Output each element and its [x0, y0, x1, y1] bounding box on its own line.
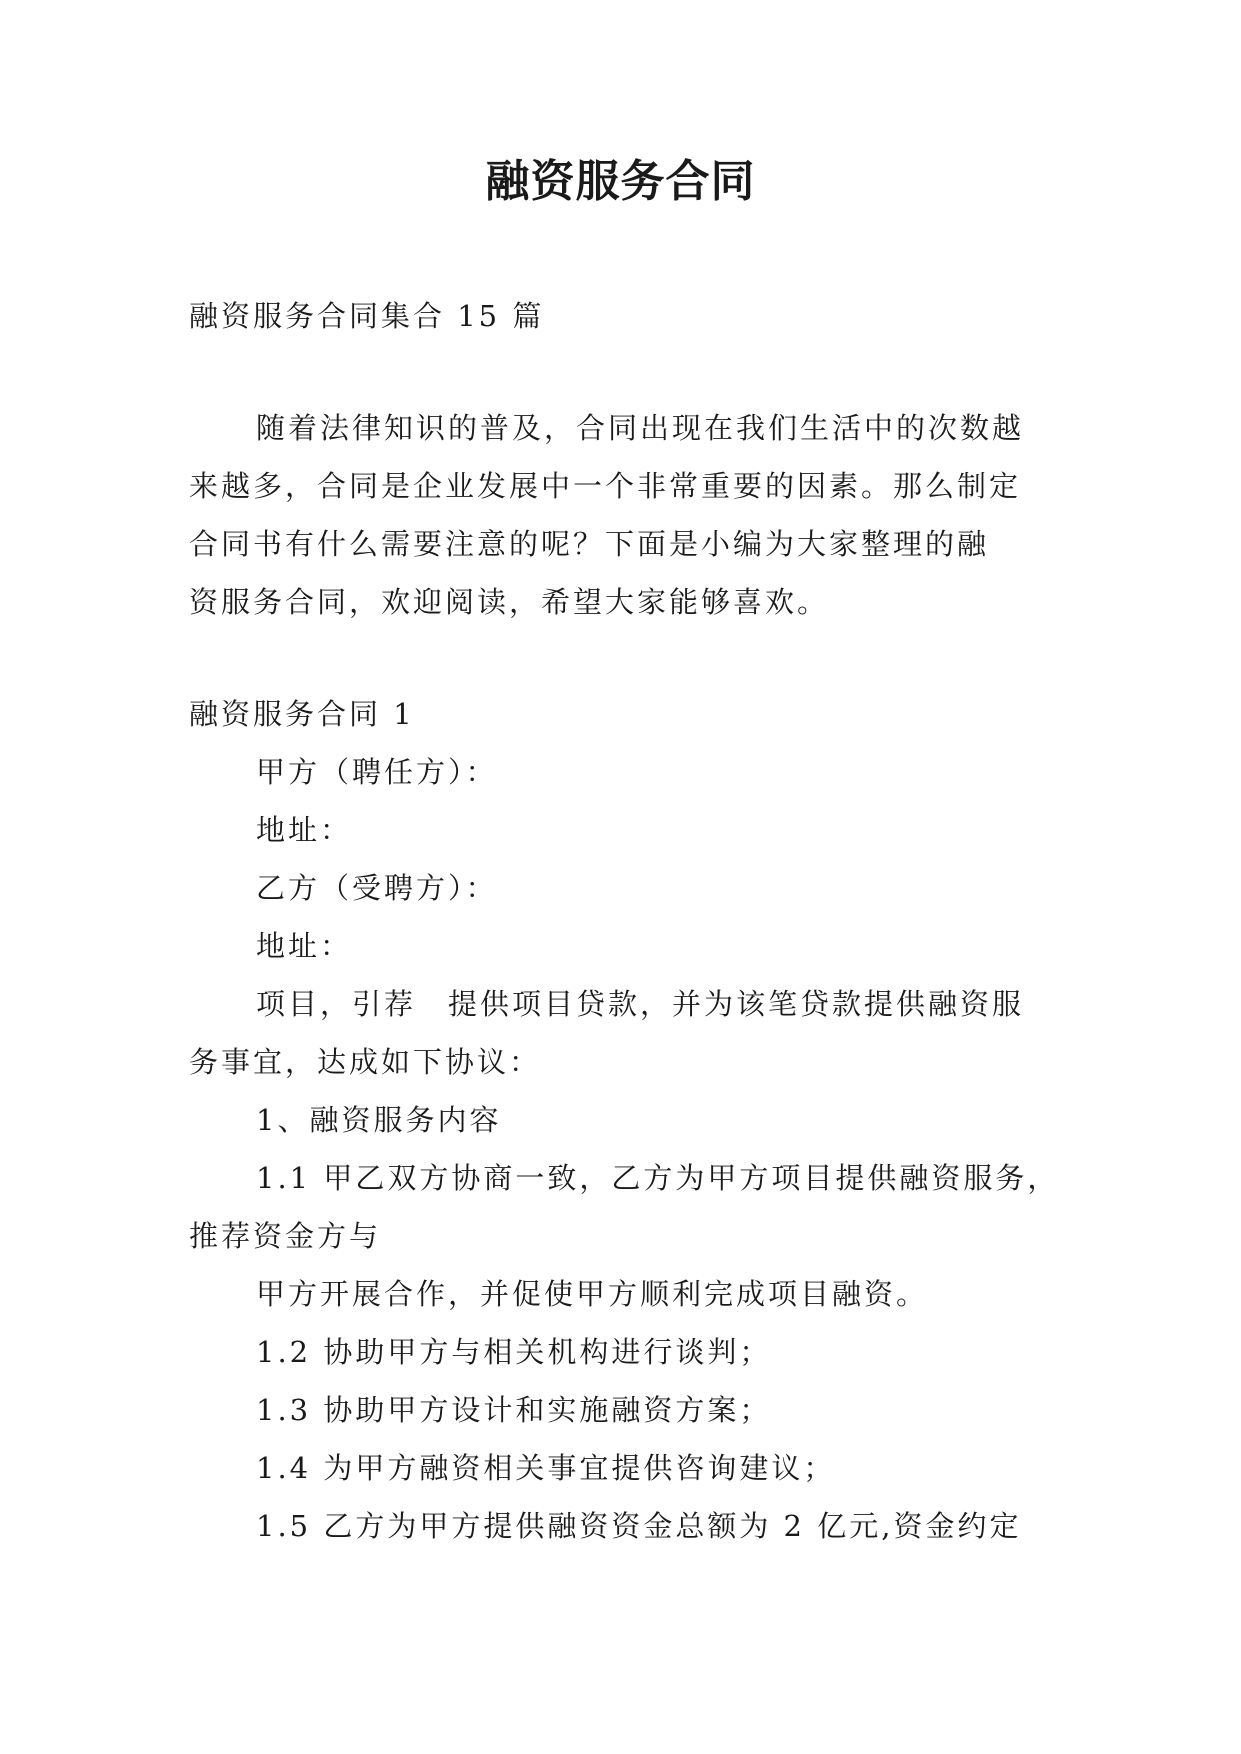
address-b: 地址： [256, 929, 353, 963]
clause-1-5: 1.5 乙方为甲方提供融资资金总额为 2 亿元,资金约定 [256, 1509, 1022, 1543]
intro-line-4: 资服务合同，欢迎阅读，希望大家能够喜欢。 [189, 585, 830, 619]
clause-1-3: 1.3 协助甲方设计和实施融资方案； [256, 1393, 772, 1427]
clause-1-heading: 1、融资服务内容 [256, 1103, 502, 1137]
party-a: 甲方（聘任方）： [256, 755, 498, 789]
party-b: 乙方（受聘方）： [256, 871, 498, 905]
clause-1-4: 1.4 为甲方融资相关事宜提供咨询建议； [256, 1451, 836, 1485]
intro-line-1: 随着法律知识的普及，合同出现在我们生活中的次数越 [256, 411, 1025, 445]
section-heading: 融资服务合同 1 [189, 697, 415, 731]
project-line-1: 项目，引荐 提供项目贷款，并为该笔贷款提供融资服 [256, 987, 1025, 1021]
document-subtitle: 融资服务合同集合 15 篇 [189, 299, 545, 333]
clause-1-2: 1.2 协助甲方与相关机构进行谈判； [256, 1335, 772, 1369]
clause-1-1-cont: 甲方开展合作，并促使甲方顺利完成项目融资。 [256, 1277, 929, 1311]
address-a: 地址： [256, 813, 353, 847]
project-line-2: 务事宜，达成如下协议： [189, 1045, 542, 1079]
document-title: 融资服务合同 [485, 156, 756, 207]
intro-line-3: 合同书有什么需要注意的呢？下面是小编为大家整理的融 [189, 527, 990, 561]
clause-1-1-line-2: 推荐资金方与 [189, 1219, 382, 1253]
intro-line-2: 来越多，合同是企业发展中一个非常重要的因素。那么制定 [189, 469, 1022, 503]
clause-1-1-line-1: 1.1 甲乙双方协商一致，乙方为甲方项目提供融资服务， [256, 1161, 1060, 1195]
